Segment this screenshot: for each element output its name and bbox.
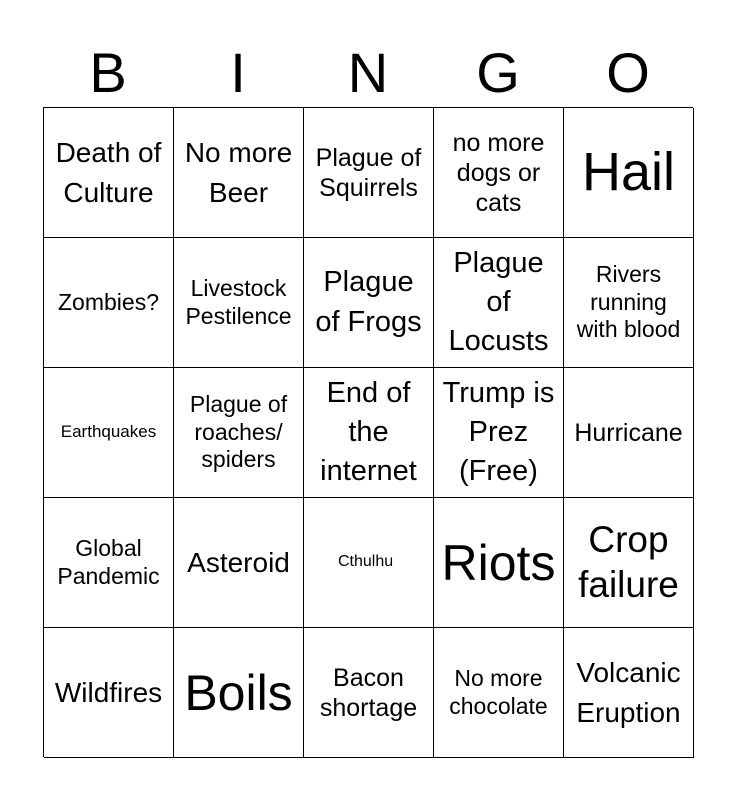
bingo-cell[interactable] [44, 238, 174, 368]
bingo-cell[interactable] [564, 238, 694, 368]
bingo-cell[interactable] [564, 498, 694, 628]
bingo-cell[interactable] [434, 368, 564, 498]
cell-text: Bacon shortage [319, 663, 418, 722]
cell-text: Wildfires [54, 676, 163, 708]
bingo-cell[interactable] [174, 238, 304, 368]
bingo-cell[interactable] [434, 498, 564, 628]
bingo-cell[interactable] [564, 368, 694, 498]
cell-text: Crop failure [578, 519, 679, 605]
bingo-cell[interactable] [304, 108, 434, 238]
cell-text: Plague of roaches/ spiders [189, 391, 288, 473]
cell-text: Hail [581, 142, 676, 203]
bingo-cell[interactable] [174, 368, 304, 498]
bingo-cell[interactable] [434, 108, 564, 238]
header-letter-i: I [230, 41, 246, 104]
bingo-cell[interactable] [44, 108, 174, 238]
bingo-cell[interactable] [304, 238, 434, 368]
bingo-cell[interactable] [304, 498, 434, 628]
cell-text: Earthquakes [60, 422, 157, 442]
cell-text: Riots [441, 534, 556, 591]
cell-text: End of the internet [320, 376, 417, 488]
cell-text: Global Pandemic [57, 534, 160, 589]
cell-text: Hurricane [574, 418, 683, 447]
bingo-grid [43, 107, 693, 757]
header-letter-n: N [347, 41, 389, 104]
bingo-cell[interactable] [174, 628, 304, 758]
bingo-cell[interactable] [304, 368, 434, 498]
cell-text: Plague of Frogs [315, 266, 422, 338]
bingo-cell[interactable] [44, 368, 174, 498]
bingo-cell[interactable] [44, 498, 174, 628]
bingo-cell[interactable] [564, 628, 694, 758]
cell-text: Trump is Prez (Free) [442, 376, 555, 488]
cell-text: Asteroid [187, 546, 290, 578]
bingo-cell[interactable] [174, 108, 304, 238]
cell-text: No more chocolate [449, 664, 548, 719]
bingo-cell[interactable] [304, 628, 434, 758]
bingo-cell[interactable] [564, 108, 694, 238]
cthulhu-art [308, 500, 429, 625]
cell-text: Boils [184, 664, 293, 721]
header-letter-g: G [476, 41, 520, 104]
header-letter-b: B [89, 41, 127, 104]
cell-text: Rivers running with blood [576, 261, 681, 343]
cell-text: Livestock Pestilence [185, 274, 292, 329]
cell-text: Cthulhu [338, 553, 394, 570]
cell-text: Volcanic Eruption [576, 657, 681, 728]
bingo-cell[interactable] [434, 238, 564, 368]
cell-text: No more Beer [184, 137, 293, 208]
cell-text: Plague of Locusts [448, 246, 549, 358]
bingo-cell[interactable] [174, 498, 304, 628]
bingo-header [43, 38, 693, 108]
cell-text: Plague of Squirrels [315, 143, 422, 202]
bingo-cell[interactable] [434, 628, 564, 758]
cell-text: no more dogs or cats [452, 128, 545, 217]
bingo-cell[interactable] [44, 628, 174, 758]
cell-text: Zombies? [58, 288, 159, 315]
cell-text: Death of Culture [55, 137, 162, 208]
header-letter-o: O [606, 41, 650, 104]
